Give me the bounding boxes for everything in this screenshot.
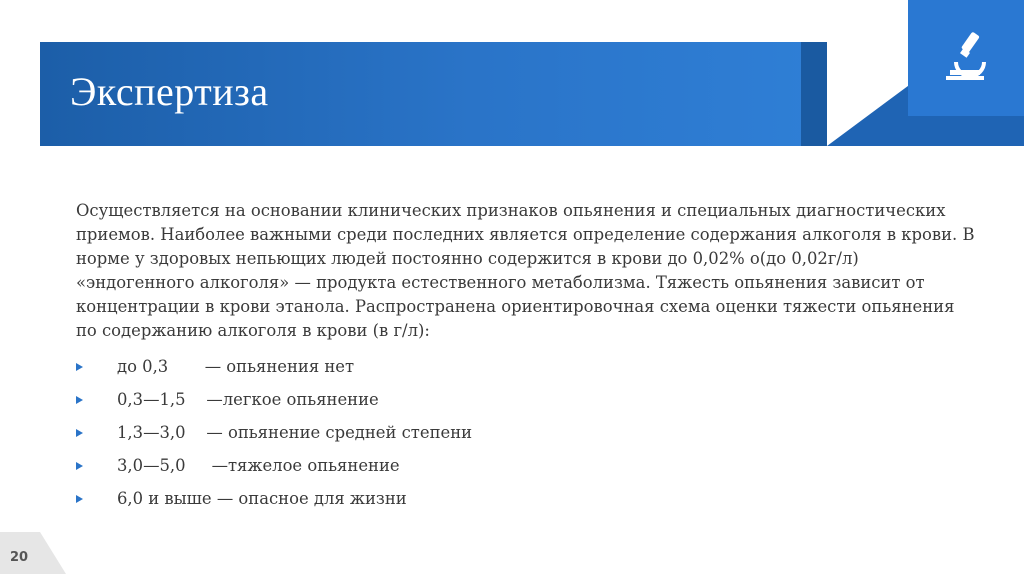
list-item	[76, 350, 472, 383]
triangle-bullet-icon	[76, 462, 83, 470]
title-bar	[40, 42, 827, 146]
triangle-bullet-icon	[76, 429, 83, 437]
page-number: 20	[10, 550, 29, 565]
list-item-text: 0,3—1,5 —легкое опьянение	[117, 390, 379, 409]
list-item	[76, 416, 472, 449]
list-item	[76, 482, 472, 515]
intro-paragraph: Осуществляется на основании клинических признаков опьянения и специальных диагностических приемов. Наиболее важными среди последних является определение содержания алкоголя в крови. В норме у здоровых непьющих людей постоянно содержится в крови до 0,02% о(до 0,02г/л) «эндогенного алкоголя» — продукта естественного метаболизма. Тяжесть опьянения зависит от концентрации в крови этанола. Распространена ориентировочная схема оценки тяжести опьянения по содержанию алкоголя в крови (в г/л):	[76, 201, 975, 340]
severity-list	[76, 350, 472, 515]
slide-title: Экспертиза	[70, 69, 269, 114]
triangle-bullet-icon	[76, 396, 83, 404]
list-item-text: 3,0—5,0 —тяжелое опьянение	[117, 456, 400, 475]
body-text	[76, 199, 976, 343]
list-item-text: 1,3—3,0 — опьянение средней степени	[117, 423, 473, 442]
triangle-bullet-icon	[76, 495, 83, 503]
list-item	[76, 449, 472, 482]
list-item-text: до 0,3 — опьянения нет	[117, 357, 355, 376]
triangle-bullet-icon	[76, 363, 83, 371]
title-bar-edge	[801, 42, 827, 146]
microscope-icon	[940, 30, 990, 80]
list-item	[76, 383, 472, 416]
list-item-text: 6,0 и выше — опасное для жизни	[117, 489, 407, 508]
